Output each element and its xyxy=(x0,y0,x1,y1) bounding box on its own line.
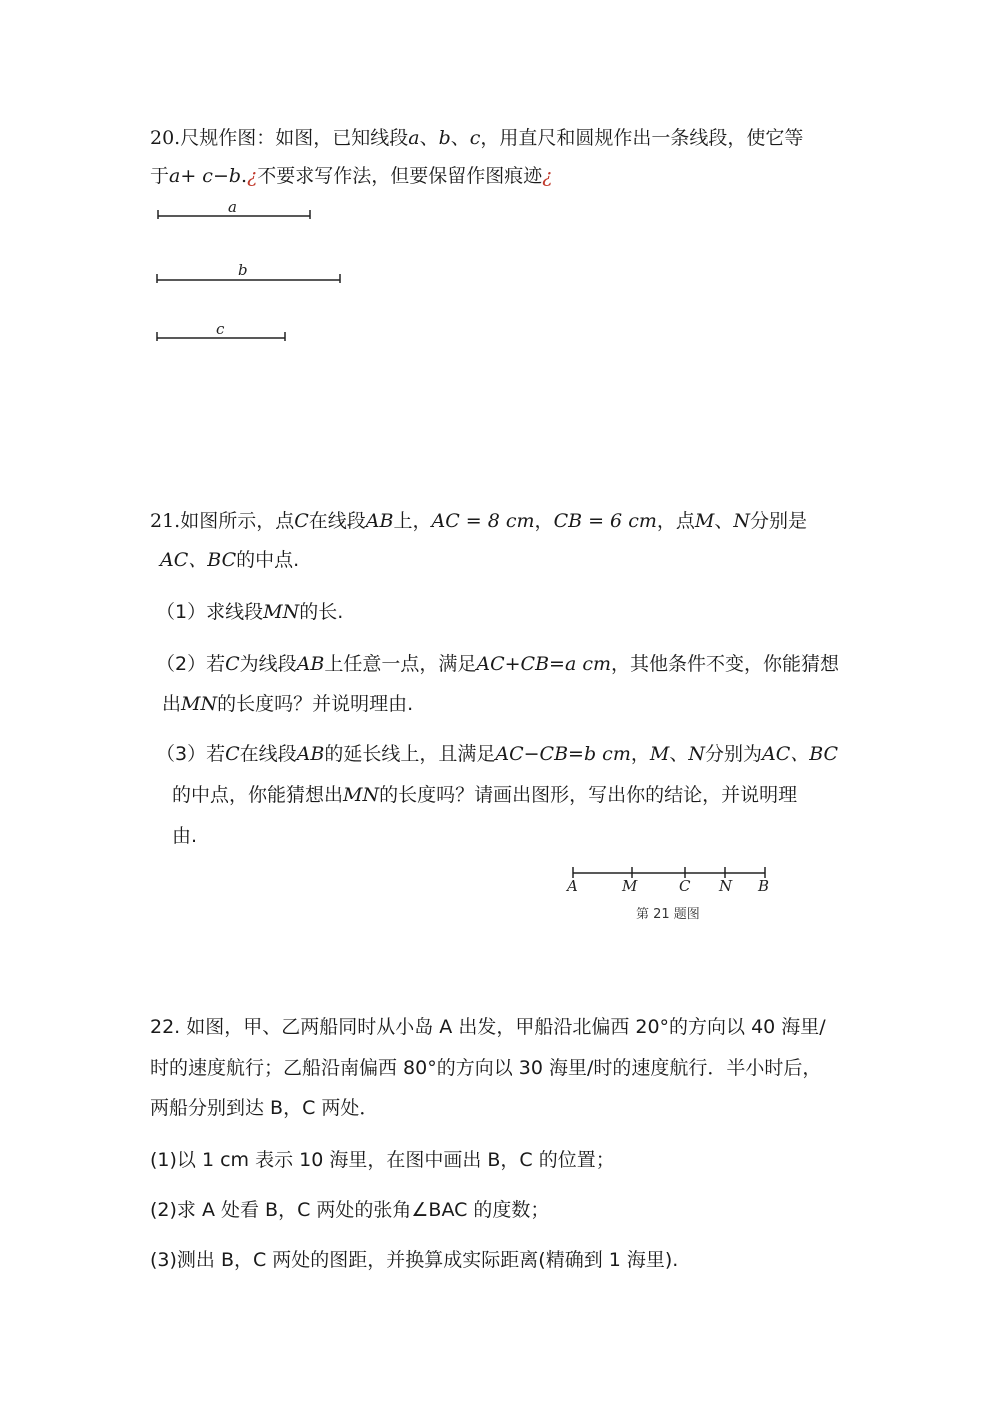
q21-sub3-equation: AC−CB=b cm xyxy=(495,743,631,765)
q21-sub3-number: （3） xyxy=(156,743,207,765)
q21-sub3-n: N xyxy=(688,743,705,765)
q20-var-c: c xyxy=(469,127,481,149)
q21-sub2-text-f: 出 xyxy=(162,693,182,715)
q21-point-c: C xyxy=(294,510,309,532)
q21-sub3-text-g: 的中点，你能猜想出 xyxy=(172,784,344,806)
q22-sub-1: (1)以 1 cm 表示 10 海里，在图中画出 B，C 的位置； xyxy=(150,1149,615,1171)
q21-sub3-ac-bc: AC、BC xyxy=(761,743,839,765)
q21-number: 21. xyxy=(150,510,181,532)
q22-line-3: 两船分别到达 B，C 两处． xyxy=(150,1097,379,1119)
q20-text-2a: 于 xyxy=(150,165,170,187)
q20-dot: . xyxy=(241,165,248,187)
q21-sub3-m: M xyxy=(649,743,670,765)
q21-sub3-text-i: 由. xyxy=(172,825,198,847)
q21-sub1-number: （1） xyxy=(156,601,207,623)
q20-var-b: b xyxy=(438,127,451,149)
q21-sub3-text-d: 的延长线上，且满足 xyxy=(324,743,496,765)
q21-sub1-text-a: 求线段 xyxy=(206,601,264,623)
q22-line-2: 时的速度航行；乙船沿南偏西 80°的方向以 30 海里/时的速度航行．半小时后， xyxy=(150,1057,822,1079)
q21-sub2-ab: AB xyxy=(296,653,325,675)
segment-b-label: b xyxy=(238,261,248,279)
q20-var-a: a xyxy=(408,127,420,149)
q21-sub1-text-b: 的长. xyxy=(299,601,344,623)
q21-ac-bc: AC、BC xyxy=(160,549,237,571)
q21-sep: 、 xyxy=(714,510,734,532)
q21-sub2-text-e: ，其他条件不变，你能猜想 xyxy=(611,653,840,675)
q21-text-1d: ，点 xyxy=(656,510,695,532)
label-m: M xyxy=(622,877,638,895)
q21-sub3-text-a: 若 xyxy=(206,743,226,765)
q21-text-1e: 分别是 xyxy=(749,510,807,532)
q20-text-1b: ，用直尺和圆规作出一条线段，使它等 xyxy=(480,127,804,149)
q21-sub2-c: C xyxy=(225,653,240,675)
q21-comma: ， xyxy=(534,510,554,532)
label-n: N xyxy=(719,877,733,895)
q20-sep-2: 、 xyxy=(450,127,470,149)
q21-sub3-mn: MN xyxy=(343,784,380,806)
q20-text-1a: 尺规作图：如图，已知线段 xyxy=(180,127,409,149)
q21-sub2-text-a: 若 xyxy=(206,653,226,675)
q22-sub-3: (3)测出 B，C 两处的图距，并换算成实际距离(精确到 1 海里). xyxy=(150,1249,679,1271)
label-c: C xyxy=(679,877,691,895)
q21-sub3-sep: 、 xyxy=(669,743,689,765)
segment-a-label: a xyxy=(228,198,237,216)
q20-number: 20. xyxy=(150,127,181,149)
q21-sub2-equation: AC+CB=a cm xyxy=(476,653,611,675)
q21-point-m: M xyxy=(694,510,715,532)
q21-sub3-c: C xyxy=(225,743,240,765)
q21-sub3-text-f: 分别为 xyxy=(704,743,762,765)
q21-text-1c: 上， xyxy=(393,510,432,532)
q20-sep-1: 、 xyxy=(419,127,439,149)
q21-text-1b: 在线段 xyxy=(308,510,366,532)
q21-sub2-mn: MN xyxy=(181,693,218,715)
q20-invalid-char-2: ¿ xyxy=(542,165,553,187)
q21-sub2-number: （2） xyxy=(156,653,207,675)
q21-sub3-ab: AB xyxy=(296,743,325,765)
q21-eq-cb: CB = 6 cm xyxy=(553,510,657,532)
q20-invalid-char-1: ¿ xyxy=(247,165,258,187)
label-b: B xyxy=(758,877,770,895)
q20-text-2b: 不要求写作法，但要保留作图痕迹 xyxy=(257,165,543,187)
q20-expression: a+ c−b xyxy=(169,165,242,187)
q21-point-n: N xyxy=(733,510,750,532)
q21-sub3-text-b: 在线段 xyxy=(239,743,297,765)
q21-segment-ab: AB xyxy=(365,510,394,532)
q22-line-1: 22. 如图，甲、乙两船同时从小岛 A 出发，甲船沿北偏西 20°的方向以 40 海里/ xyxy=(150,1016,826,1038)
segment-c-label: c xyxy=(216,320,225,338)
label-a: A xyxy=(567,877,578,895)
q21-sub3-text-h: 的长度吗？请画出图形，写出你的结论，并说明理 xyxy=(379,784,798,806)
q21-text-2: 的中点. xyxy=(236,549,300,571)
q21-sub1-mn: MN xyxy=(263,601,300,623)
q21-sub2-text-d: 上任意一点，满足 xyxy=(324,653,477,675)
q21-sub2-text-g: 的长度吗？并说明理由. xyxy=(217,693,414,715)
q21-text-1a: 如图所示，点 xyxy=(180,510,295,532)
q21-sub2-text-b: 为线段 xyxy=(239,653,297,675)
q21-sub3-comma: ， xyxy=(630,743,650,765)
q22-sub-2: (2)求 A 处看 B，C 两处的张角∠BAC 的度数； xyxy=(150,1199,550,1221)
q21-eq-ac: AC = 8 cm xyxy=(431,510,535,532)
q21-figure-caption: 第 21 题图 xyxy=(636,907,700,922)
